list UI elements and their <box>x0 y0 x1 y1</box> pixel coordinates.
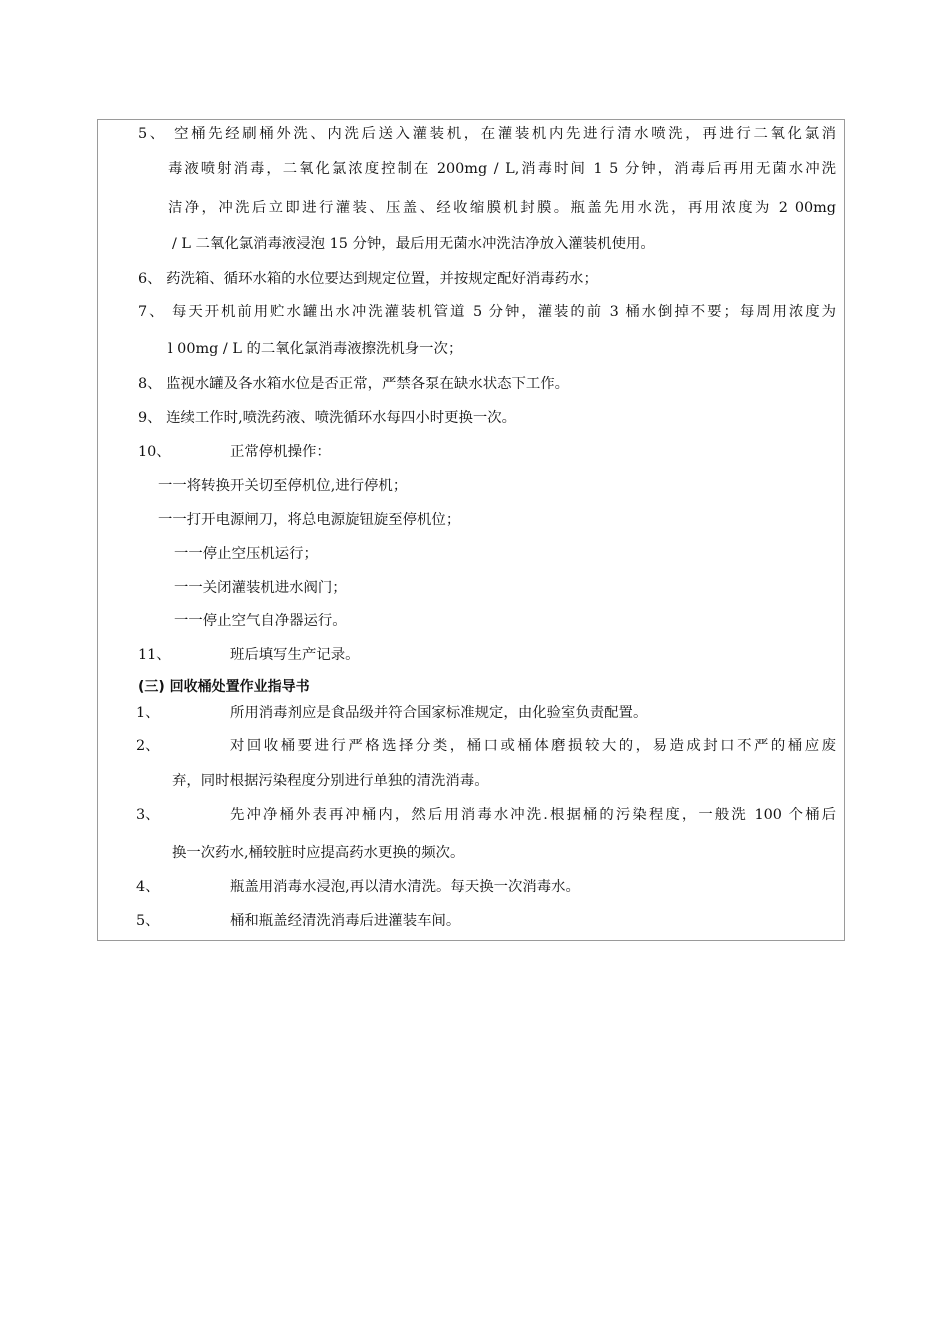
stop-step-1: 一一将转换开关切至停机位,进行停机； <box>158 478 408 494</box>
section-item-2-text: 对回收桶要进行严格选择分类，桶口或桶体磨损较大的，易造成封口不严的桶应废 <box>230 738 836 754</box>
section-heading: (三) 回收桶处置作业指导书 <box>138 679 310 695</box>
item-5-line-1: 5、 空桶先经刷桶外洗、内洗后送入灌装机，在灌装机内先进行清水喷洗，再进行二氧化氯消 <box>138 126 836 142</box>
item-7-line-2: l 00mg / L 的二氧化氯消毒液擦洗机身一次； <box>168 341 463 357</box>
section-item-1-number: 1、 <box>136 705 160 721</box>
section-item-5-text: 桶和瓶盖经清洗消毒后进灌装车间。 <box>230 913 461 929</box>
section-item-2-number: 2、 <box>136 738 160 754</box>
item-8: 8、 监视水罐及各水箱水位是否正常，严禁各泵在缺水状态下工作。 <box>138 376 570 392</box>
section-item-3-text: 先冲净桶外表再冲桶内，然后用消毒水冲洗.根据桶的污染程度，一般洗 100 个桶后 <box>230 807 836 823</box>
stop-step-3: 一一停止空压机运行； <box>174 546 318 562</box>
item-5-line-3: 洁净，冲洗后立即进行灌装、压盖、经收缩膜机封膜。瓶盖先用水洗，再用浓度为 2 00mg <box>168 200 836 216</box>
stop-step-5: 一一停止空气自净器运行。 <box>174 613 347 629</box>
section-item-5-number: 5、 <box>136 913 160 929</box>
section-item-1-text: 所用消毒剂应是食品级并符合国家标准规定，由化验室负责配置。 <box>230 705 648 721</box>
item-9: 9、 连续工作时,喷洗药液、喷洗循环水每四小时更换一次。 <box>138 410 517 426</box>
item-6: 6、 药洗箱、循环水箱的水位要达到规定位置，并按规定配好消毒药水； <box>138 271 598 287</box>
section-item-3-continuation: 换一次药水,桶较脏时应提高药水更换的频次。 <box>172 845 465 861</box>
item-10-number: 10、 <box>138 444 171 460</box>
item-10-text: 正常停机操作： <box>230 444 331 460</box>
stop-step-4: 一一关闭灌装机进水阀门； <box>174 580 347 596</box>
section-item-4-text: 瓶盖用消毒水浸泡,再以清水清洗。每天换一次消毒水。 <box>230 879 580 895</box>
section-item-3-number: 3、 <box>136 807 160 823</box>
item-7-line-1: 7、 每天开机前用贮水罐出水冲洗灌装机管道 5 分钟，灌装的前 3 桶水倒掉不要；每周用浓度为 <box>138 304 836 320</box>
item-11-text: 班后填写生产记录。 <box>230 647 360 663</box>
section-item-2-continuation: 弃，同时根据污染程度分别进行单独的清洗消毒。 <box>172 773 489 789</box>
stop-step-2: 一一打开电源闸刀，将总电源旋钮旋至停机位； <box>158 512 461 528</box>
item-5-line-4: / L 二氧化氯消毒液浸泡 15 分钟，最后用无菌水冲洗洁净放入灌装机使用。 <box>172 236 655 252</box>
section-item-4-number: 4、 <box>136 879 160 895</box>
item-5-line-2: 毒液喷射消毒，二氧化氯浓度控制在 200mg / L,消毒时间 1 5 分钟，消毒后再用无菌水冲洗 <box>168 161 836 177</box>
item-11-number: 11、 <box>138 647 171 663</box>
